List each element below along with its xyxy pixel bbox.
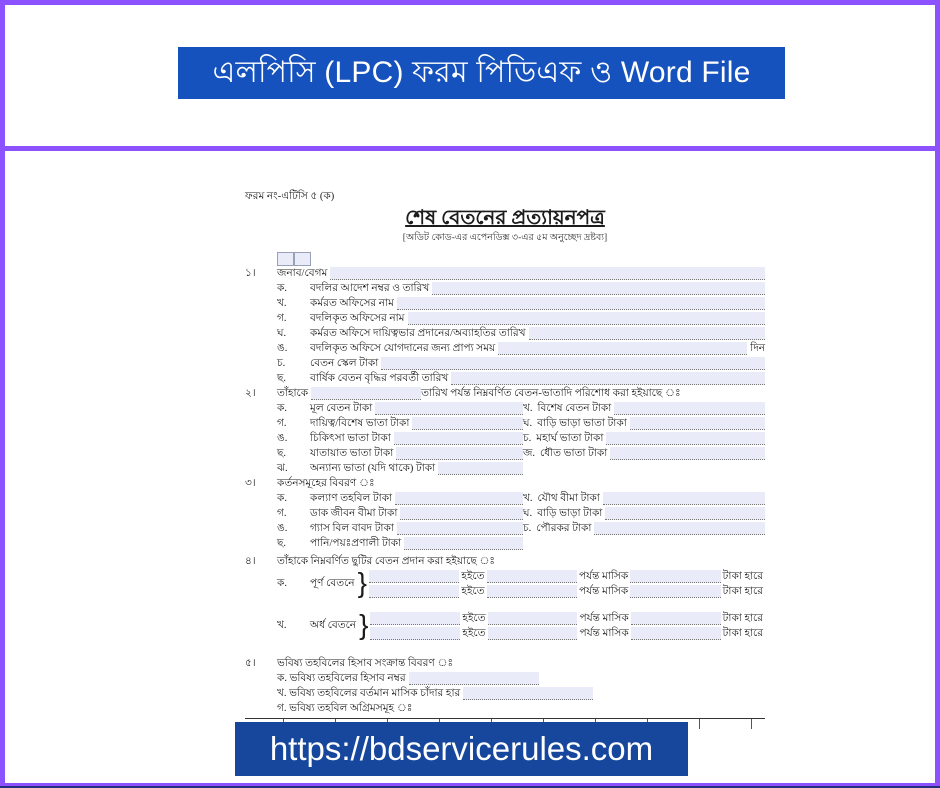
item-letter: ছ. <box>277 373 286 384</box>
form-subtitle: [অডিট কোড-এর এপেনডিক্স ৩-এর ৫ম অনুচ্ছেদ দ্রষ্টব্য] <box>402 233 608 243</box>
leave-pay-group-full <box>245 568 765 598</box>
item-letter: ঝ. <box>277 463 288 474</box>
form-row <box>245 340 765 355</box>
brace-glyph: } <box>359 609 369 640</box>
item-letter: ছ. <box>277 448 286 459</box>
dotted-field[interactable] <box>370 612 460 625</box>
dotted-field[interactable] <box>330 267 765 280</box>
dotted-field[interactable] <box>630 570 720 583</box>
dotted-field[interactable] <box>603 492 765 505</box>
section-number: ৩। <box>245 478 256 489</box>
dotted-field[interactable] <box>404 537 523 550</box>
form-row <box>245 325 765 340</box>
dotted-field[interactable] <box>487 585 577 598</box>
item-label: গ্যাস বিল বাবদ টাকা <box>310 523 394 534</box>
form-row <box>245 700 765 715</box>
item-letter: গ. <box>277 508 287 519</box>
leave-pay-line: হইতে পর্যন্ত মাসিক টাকা হারে <box>369 583 765 598</box>
item-letter: ঙ. <box>277 433 288 444</box>
dotted-field[interactable] <box>488 627 578 640</box>
dotted-field[interactable] <box>311 387 421 400</box>
item-suffix: দিন <box>750 343 765 354</box>
dotted-field[interactable] <box>605 507 765 520</box>
item-letter: খ. <box>277 298 287 309</box>
form-row-2col <box>245 505 765 520</box>
item-label: পানি/পয়ঃপ্রণালী টাকা <box>310 538 402 549</box>
item-label: বাড়ি ভাড়া ভাতা টাকা <box>537 418 627 429</box>
item-label-with-letter: গ. ভবিষ্য তহবিল অগ্রিমসমূহ ঃ <box>277 703 413 714</box>
item-letter: খ. <box>277 619 287 631</box>
form-row <box>245 685 765 700</box>
item-label: বদলিকৃত অফিসের নাম <box>310 313 405 324</box>
item-label-with-letter: খ. ভবিষ্য তহবিলের বর্তমান মাসিক চাঁদার হার <box>277 688 461 699</box>
item-letter: খ. <box>523 403 533 414</box>
brace-glyph: } <box>357 567 367 598</box>
header-divider <box>0 146 940 151</box>
intro-post: তারিখ পর্যন্ত নিম্নবর্ণিত বেতন-ভাতাদি পরিশোধ করা হইয়াছে ঃ <box>421 388 681 399</box>
form-row <box>245 670 765 685</box>
form-row-2col <box>245 460 765 475</box>
section-number: ৪। <box>245 556 256 567</box>
dotted-field[interactable] <box>498 342 747 355</box>
dotted-field[interactable] <box>408 312 765 325</box>
section2-intro-row <box>245 385 765 400</box>
salutation-label: জনাব/বেগম <box>277 268 328 279</box>
item-label: যাতায়াত ভাতা টাকা <box>310 448 394 459</box>
form-row-2col <box>245 535 765 550</box>
item-label: বাড়ি ভাড়া টাকা <box>537 508 603 519</box>
item-letter: গ. <box>277 313 287 324</box>
form-row-salutation <box>245 265 765 280</box>
item-label: দায়িত্ব/বিশেষ ভাতা টাকা <box>310 418 410 429</box>
section-heading: তাঁহাকে নিম্নবর্ণিত ছুটির বেতন প্রদান করা হইয়াছে ঃ <box>277 556 496 567</box>
dotted-field[interactable] <box>594 522 765 535</box>
item-label: ডাক জীবন বীমা টাকা <box>310 508 398 519</box>
dotted-field[interactable] <box>397 522 523 535</box>
item-label: বার্ষিক বেতন বৃদ্ধির পরবর্তী তারিখ <box>310 373 449 384</box>
dotted-field[interactable] <box>432 282 765 295</box>
leave-pay-group-half <box>245 610 765 640</box>
item-letter: ক. <box>277 577 287 589</box>
section-heading: ভবিষ্য তহবিলের হিসাব সংক্রান্ত বিবরণ ঃ <box>277 658 454 669</box>
site-url-banner[interactable] <box>235 722 688 776</box>
lpc-form-document <box>245 190 765 729</box>
form-title: শেষ বেতনের প্রত্যায়নপত্র <box>405 207 605 229</box>
dotted-field[interactable] <box>396 447 523 460</box>
section5-heading-row <box>245 655 765 670</box>
item-label: বদলির আদেশ নম্বর ও তারিখ <box>310 283 430 294</box>
item-label: বিশেষ বেতন টাকা <box>537 403 612 414</box>
form-row-2col <box>245 520 765 535</box>
item-label: পূর্ণ বেতনে <box>310 577 355 589</box>
dotted-field[interactable] <box>451 372 765 385</box>
dotted-field[interactable] <box>369 585 459 598</box>
item-label: পৌরকর টাকা <box>536 523 592 534</box>
item-letter: চ. <box>523 433 532 444</box>
header-title-banner <box>178 47 785 99</box>
intro-pre: তাঁহাকে <box>277 388 309 399</box>
dotted-field[interactable] <box>369 570 459 583</box>
form-row-2col <box>245 415 765 430</box>
dotted-field[interactable] <box>394 432 523 445</box>
item-label-with-letter: ক. ভবিষ্য তহবিলের হিসাব নম্বর <box>277 673 406 684</box>
leave-pay-line: হইতে পর্যন্ত মাসিক টাকা হারে <box>370 610 765 625</box>
item-label: কর্মরত অফিসের নাম <box>310 298 394 309</box>
section-number: ১। <box>245 268 256 279</box>
item-letter: খ. <box>523 493 533 504</box>
dotted-field[interactable] <box>370 627 460 640</box>
dotted-field[interactable] <box>610 447 765 460</box>
item-letter: ছ. <box>277 538 286 549</box>
dotted-field[interactable] <box>400 507 523 520</box>
form-row <box>245 370 765 385</box>
dotted-field[interactable] <box>395 492 523 505</box>
dotted-field[interactable] <box>630 585 720 598</box>
small-cell-boxes <box>277 252 765 265</box>
form-row <box>245 280 765 295</box>
item-letter: ঙ. <box>277 343 288 354</box>
section-number: ২। <box>245 388 256 399</box>
dotted-field[interactable] <box>529 327 766 340</box>
section4-heading-row <box>245 553 765 568</box>
form-row-2col <box>245 430 765 445</box>
item-label: মূল বেতন টাকা <box>310 403 373 414</box>
form-row-2col <box>245 490 765 505</box>
dotted-field[interactable] <box>397 297 765 310</box>
item-label: চিকিৎসা ভাতা টাকা <box>310 433 391 444</box>
form-row-2col <box>245 400 765 415</box>
item-letter: চ. <box>277 358 286 369</box>
dotted-field[interactable] <box>606 432 765 445</box>
item-letter: ক. <box>277 403 287 414</box>
dotted-field[interactable] <box>487 570 577 583</box>
dotted-field[interactable] <box>409 672 539 685</box>
form-row <box>245 355 765 370</box>
item-label: কল্যাণ তহবিল টাকা <box>310 493 393 504</box>
dotted-field[interactable] <box>375 402 523 415</box>
leave-pay-line: হইতে পর্যন্ত মাসিক টাকা হারে <box>369 568 765 583</box>
item-label: কর্মরত অফিসে দায়িত্বভার প্রদানের/অব্যাহতির তারিখ <box>310 328 526 339</box>
dotted-field[interactable] <box>631 627 721 640</box>
form-cell-box[interactable] <box>277 252 294 266</box>
form-cell-box[interactable] <box>294 252 311 266</box>
dotted-field[interactable] <box>630 417 765 430</box>
item-label: বেতন স্কেল টাকা <box>310 358 379 369</box>
dotted-field[interactable] <box>412 417 523 430</box>
form-row-2col <box>245 445 765 460</box>
dotted-field[interactable] <box>463 687 593 700</box>
form-row <box>245 310 765 325</box>
item-letter: ক. <box>277 283 287 294</box>
item-letter: গ. <box>277 418 287 429</box>
item-label: মহার্ঘ ভাতা টাকা <box>536 433 604 444</box>
site-url[interactable]: https://bdservicerules.com <box>269 730 654 767</box>
item-letter: ঘ. <box>523 508 533 519</box>
dotted-field[interactable] <box>381 357 765 370</box>
dotted-field[interactable] <box>614 402 765 415</box>
page-title: এলপিসি (LPC) ফরম পিডিএফ ও Word File <box>212 55 751 89</box>
section-number: ৫। <box>245 658 256 669</box>
section-heading: কর্তনসমূহের বিবরণ ঃ <box>277 478 375 489</box>
item-label: ধৌত ভাতা টাকা <box>540 448 608 459</box>
item-letter: ক. <box>277 493 287 504</box>
item-label: বদলিকৃত অফিসে যোগদানের জন্য প্রাপ্য সময় <box>310 343 496 354</box>
form-row <box>245 295 765 310</box>
item-label: অন্যান্য ভাতা (যদি থাকে) টাকা <box>310 463 436 474</box>
item-label: অর্ধ বেতনে <box>310 619 357 631</box>
dotted-field[interactable] <box>438 462 523 475</box>
dotted-field[interactable] <box>631 612 721 625</box>
dotted-field[interactable] <box>488 612 578 625</box>
item-label: যৌথ বীমা টাকা <box>537 493 600 504</box>
item-letter: জ. <box>523 448 536 459</box>
item-letter: ঘ. <box>277 328 287 339</box>
item-letter: চ. <box>523 523 532 534</box>
form-number: ফরম নং-এটিসি ৫ (ক) <box>245 191 335 202</box>
leave-pay-line: হইতে পর্যন্ত মাসিক টাকা হারে <box>370 625 765 640</box>
item-letter: ঘ. <box>523 418 533 429</box>
section3-heading-row <box>245 475 765 490</box>
item-letter: ঙ. <box>277 523 288 534</box>
